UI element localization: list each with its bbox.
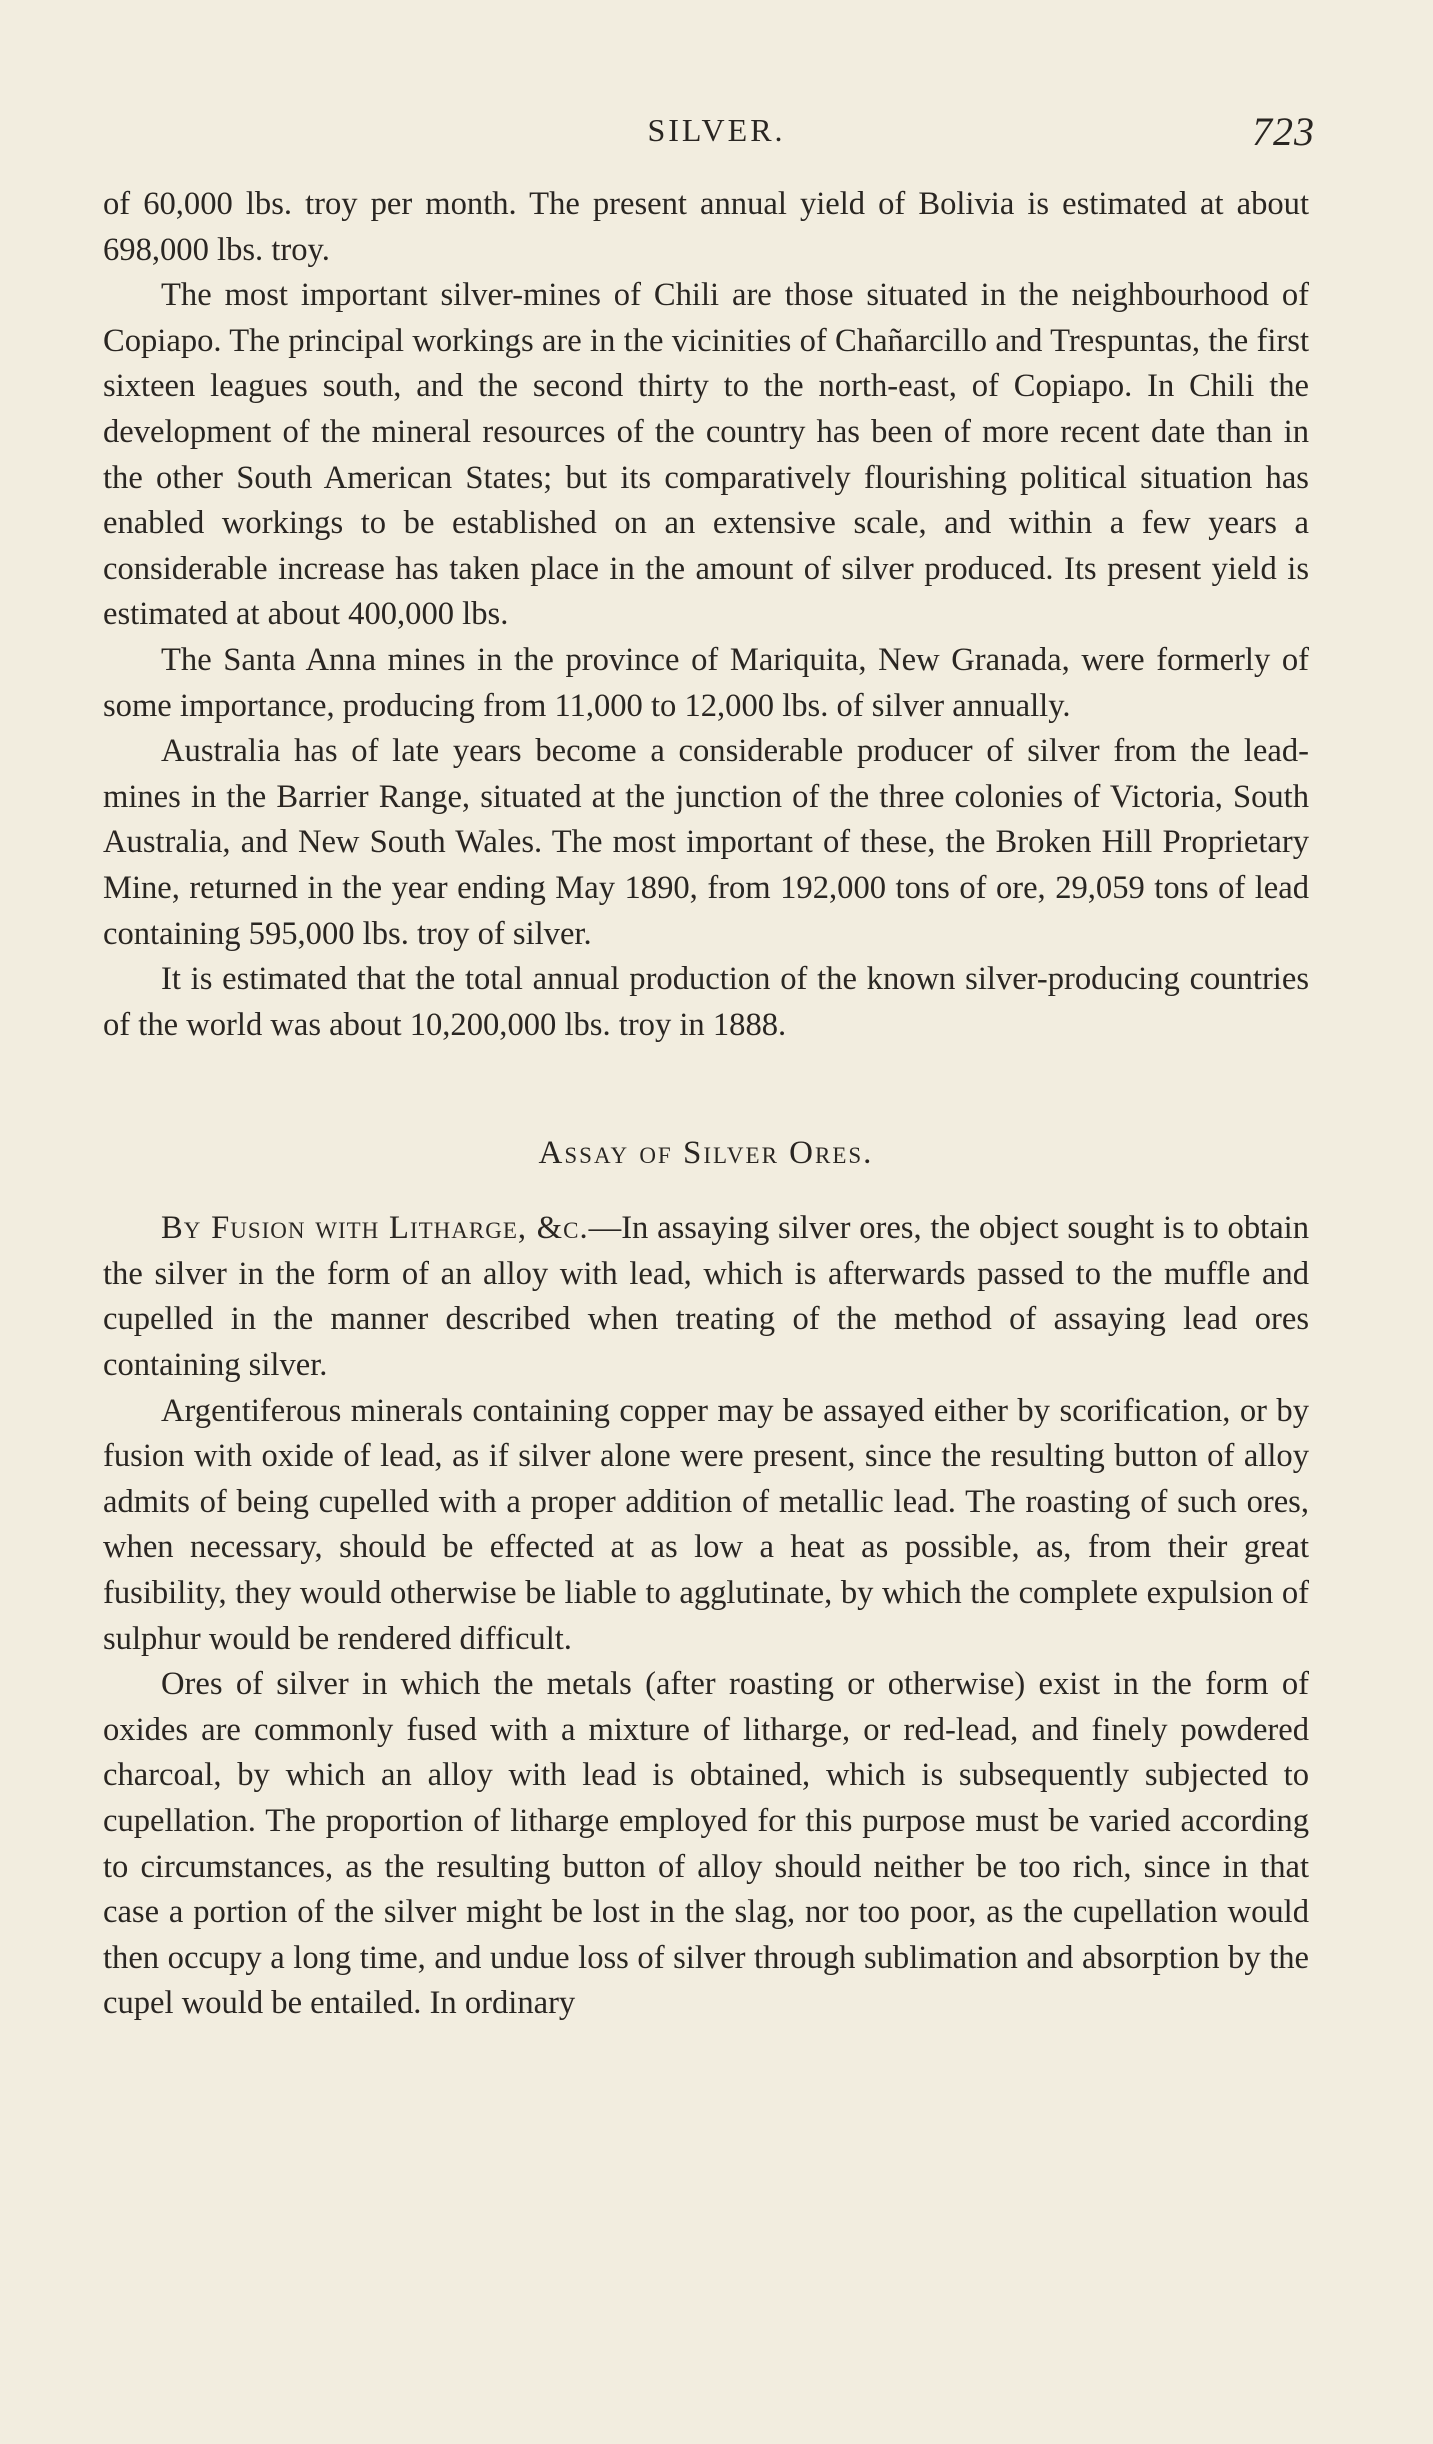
page-number: 723 (1252, 109, 1315, 154)
paragraph-oxide-ores: Ores of silver in which the metals (after roasting or otherwise) exist in the form of oxides are commonly fused with a mixture of litharge, or red-lead, and finely powdered charcoal, by which an alloy with lead is obtained, which is subsequently subjected to cupellation. The proportion of litharge employed for this purpose must be varied according to circumstances, as the resulting button of alloy should neither be too rich, since in that case a portion of the silver might be lost in the slag, nor too poor, as the cupellation would then occupy a long time, and undue loss of silver through sublimation and absorption by the cupel would be entailed. In ordinary (103, 1666, 1309, 2022)
paragraph-fusion-text: —In assaying silver ores, the object sought is to obtain the silver in the form of an alloy with lead, which is afterwards passed to the muffle and cupelled in the manner described when treating of the method of assaying lead ores containing silver. (103, 1210, 1309, 1384)
running-head (0, 108, 1433, 158)
paragraph-santa-anna-mines: The Santa Anna mines in the province of Mariquita, New Granada, were formerly of some importance, producing from 11,000 to 12,000 lbs. of silver annually. (103, 641, 1309, 724)
page-body (103, 182, 1309, 2027)
running-title: SILVER. (647, 112, 786, 148)
paragraph-fusion-with-litharge (103, 1206, 1309, 1388)
paragraph-chili-mines: The most important silver-mines of Chili are those situated in the neighbourhood of Copiapo. The principal workings are in the vicinities of Chañarcillo and Trespuntas, the first sixteen leagues south, and the second thirty to the north-east, of Copiapo. In Chili the development of the mineral resources of the country has been of more recent date than in the other South American States; but its comparatively flourishing political situation has enabled workings to be established on an extensive scale, and within a few years a considerable increase has taken place in the amount of silver produced. Its present yield is estimated at about 400,000 lbs. (103, 277, 1309, 633)
paragraph-argentiferous-minerals: Argentiferous minerals containing copper may be assayed either by scorification, or by fusion with oxide of lead, as if silver alone were present, since the resulting button of alloy admits of being cupelled with a proper addition of metallic lead. The roasting of such ores, when necessary, should be effected at as low a heat as possible, as, from their great fusibility, they would otherwise be liable to agglutinate, by which the complete expulsion of sulphur would be rendered difficult. (103, 1392, 1309, 1657)
runin-label: By Fusion with Litharge, &c. (161, 1210, 589, 1247)
paragraph-world-production: It is estimated that the total annual production of the known silver-producing countries of the world was about 10,200,000 lbs. troy in 1888. (103, 961, 1309, 1043)
section-heading: Assay of Silver Ores. (538, 1135, 874, 1172)
paragraph-bolivia-continued: of 60,000 lbs. troy per month. The present annual yield of Bolivia is estimated at about 698,000 lbs. troy. (103, 186, 1309, 268)
paragraph-australia: Australia has of late years become a considerable producer of silver from the lead-mines in the Barrier Range, situated at the junction of the three colonies of Victoria, South Australia, and New South Wales. The most important of these, the Broken Hill Proprietary Mine, returned in the year ending May 1890, from 192,000 tons of ore, 29,059 tons of lead containing 595,000 lbs. troy of silver. (103, 733, 1309, 952)
